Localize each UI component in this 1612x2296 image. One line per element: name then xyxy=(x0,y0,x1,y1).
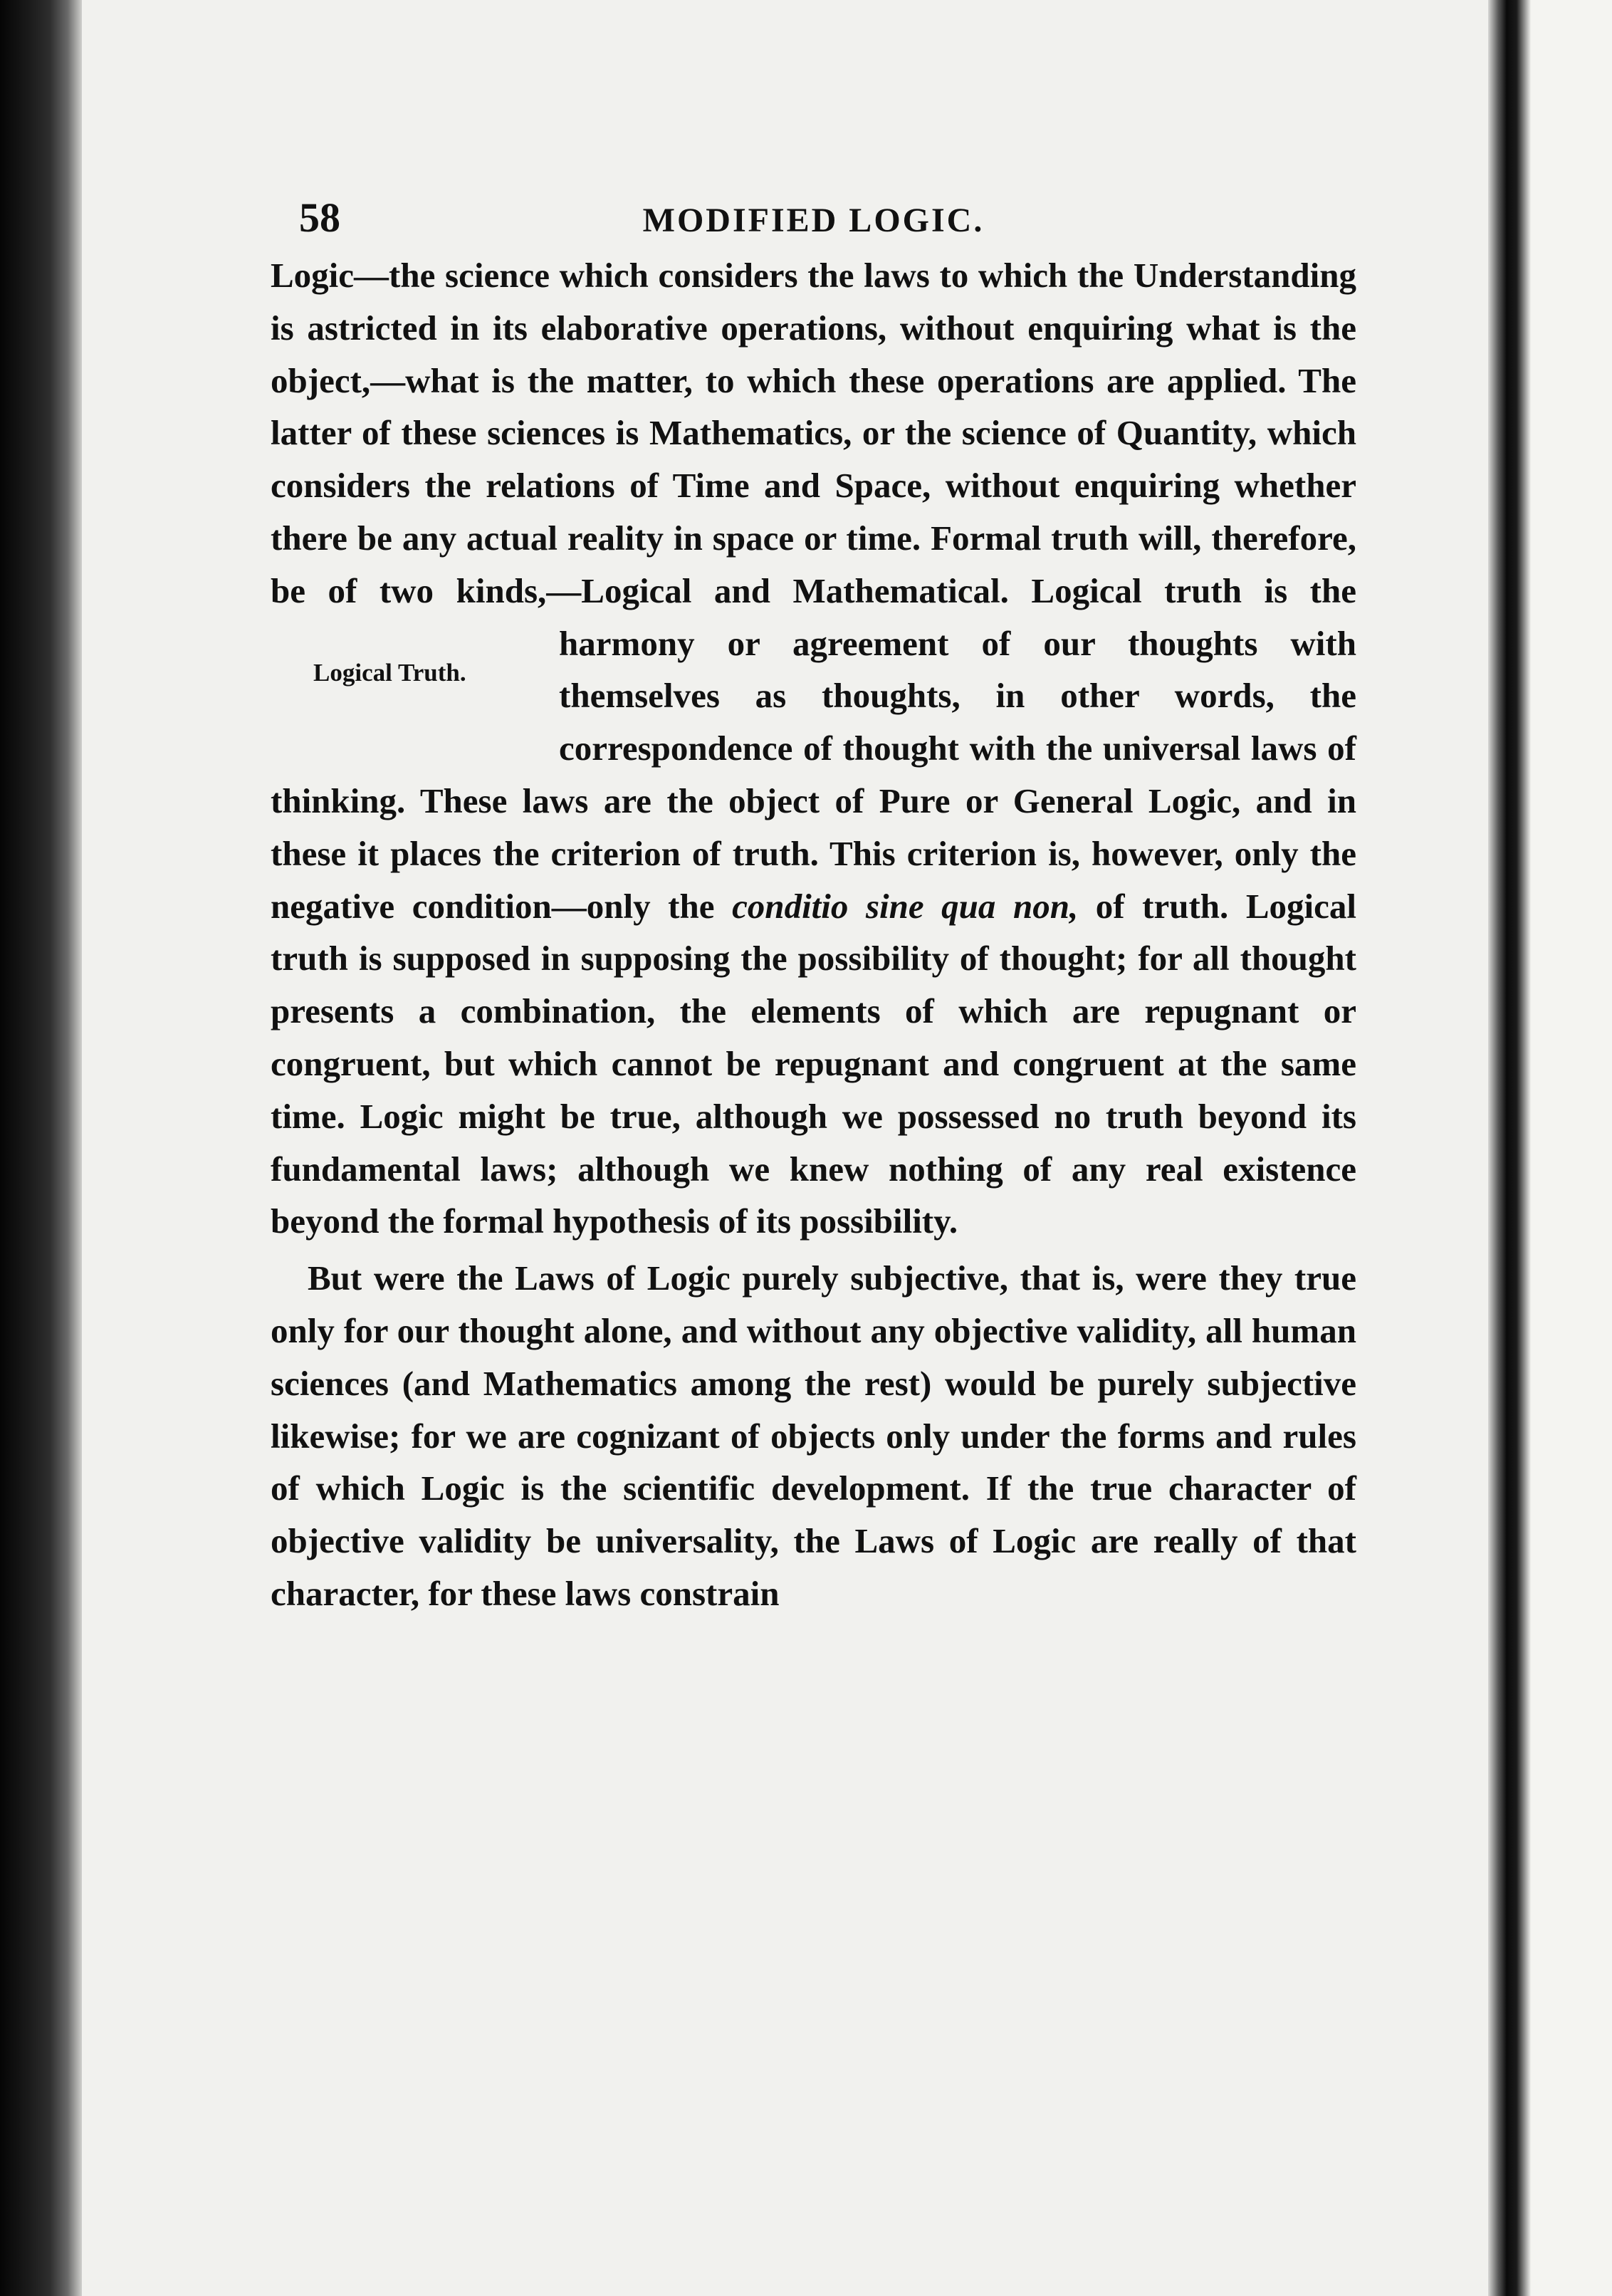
paragraph-2: But were the Laws of Logic purely subjective, that is, were they true only for our thought alone, and without any objective validity, all human sciences (and Mathematics among the rest) would be purely subjective likewise; for we are cognizant of objects only under the forms and rules of which Logic is the scientific development. If the true character of objective validity be universality, the Laws of Logic are really of that character, for these laws constrain xyxy=(271,1258,1356,1613)
page-number: 58 xyxy=(299,194,340,241)
margin-note-label: Logical Truth. xyxy=(313,658,466,687)
latin-phrase: conditio sine qua non, xyxy=(732,886,1079,926)
facing-page-edge xyxy=(1531,0,1612,2296)
paragraph-1 xyxy=(271,249,1356,1248)
margin-note xyxy=(271,617,559,723)
paragraph-1-text-c: of truth. Logical truth is supposed in supposing the possibility of thought; for all thought presents a combination, the elements of which are repugnant or congruent, but which cannot be repugnant and congruent at the same time. Logic might be true, although we possessed no truth beyond its fundamental laws; although we knew nothing of any real existence beyond the formal hypothesis of its possibility. xyxy=(271,886,1356,1241)
paragraph-1-text-a: Logic—the science which considers the laws to which the Understanding is astricted in its elaborative operations, without enquiring what is the object,—what is the matter, to which these operations are applied. The latter of these sciences is Mathematics, or the science of Quantity, which considers the relations of Time and Space, without enquiring whether there be any actual reality in space or time. Formal truth will, therefore, be of two kinds,—Logical and Mathematical. Logical truth is the harmony or agreement of xyxy=(271,256,1356,663)
page-body xyxy=(271,178,1356,2208)
paragraph-1-text-b: our thoughts with themselves as thoughts, in other words, the correspondence of thought with the universal laws of thinking. These laws are the object of Pure or General Logic, and in these it places the criterion of truth. This criterion is, however, only the negative condition—only the xyxy=(271,623,1356,926)
book-spine-left xyxy=(0,0,82,2296)
page-header xyxy=(271,178,1356,249)
running-title: MODIFIED LOGIC. xyxy=(642,202,985,239)
